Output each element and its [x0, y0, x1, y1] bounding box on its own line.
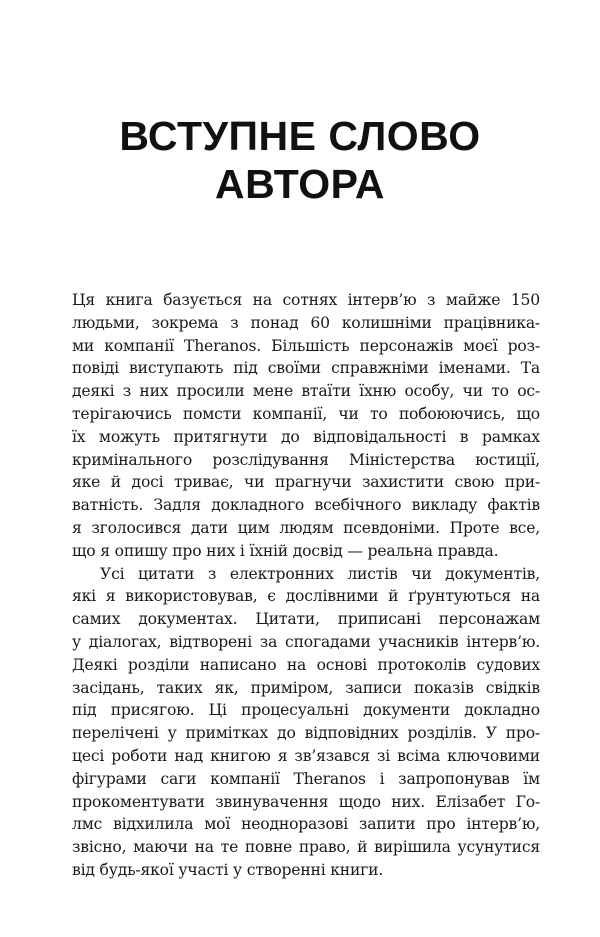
text-line: ми компанії Theranos. Більшість персонажів моєї роз- [72, 336, 540, 355]
paragraph [72, 289, 540, 563]
text-line: під присягою. Ці процесуальні документи докладно [72, 701, 540, 720]
text-line: засідань, таких як, приміром, записи показів свідків [72, 678, 540, 697]
text-line: терігаючись помсти компанії, чи то побоюючись, що [72, 404, 540, 423]
text-line: яке й досі триває, чи прагнучи захистити свою при- [72, 473, 540, 492]
text-line: звісно, маючи на те повне право, й вирішила усунутися [72, 838, 540, 857]
text-line: лмс відхилила мої неодноразові запити про інтерв’ю, [72, 815, 540, 834]
text-line: самих документах. Цитати, приписані персонажам [72, 610, 540, 629]
text-line: цесі роботи над книгою я зв’язався зі всіма ключовими [72, 746, 540, 765]
text-line: що я опишу про них і їхній досвід — реальна правда. [72, 541, 499, 560]
text-line: які я використовував, є дослівними й ґрунтуються на [72, 587, 540, 606]
text-line: фігурами саги компанії Theranos і запропонував їм [72, 769, 540, 788]
text-line: людьми, зокрема з понад 60 колишніми працівника- [72, 313, 540, 332]
text-line: їх можуть притягнути до відповідальності в рамках [72, 427, 540, 446]
text-line: Усі цитати з електронних листів чи документів, [100, 564, 540, 583]
text-line: ватність. Задля докладного всебічного викладу фактів [72, 496, 540, 515]
page-title [0, 112, 600, 208]
text-line: Деякі розділи написано на основі протоколів судових [72, 655, 540, 674]
text-line: Ця книга базується на сотнях інтерв’ю з майже 150 [72, 291, 540, 309]
text-line: прокоментувати звинувачення щодо них. Елізабет Го- [72, 792, 540, 811]
paragraph [72, 563, 540, 882]
text-line: від будь-якої участі у створенні книги. [72, 860, 384, 879]
title-line: АВТОРА [215, 161, 385, 207]
text-line: перелічені у примітках до відповідних розділів. У про- [72, 724, 540, 743]
text-line: деякі з них просили мене втаїти їхню особу, чи то ос- [72, 382, 540, 401]
text-line: кримінального розслідування Міністерства юстиції, [72, 450, 540, 469]
text-line: я зголосився дати цим людям псевдоніми. Проте все, [72, 518, 540, 537]
body-text [72, 289, 540, 882]
text-line: у діалогах, відтворені за спогадами учасників інтерв’ю. [72, 632, 540, 651]
text-line: повіді виступають під своїми справжніми іменами. Та [72, 359, 540, 378]
title-line: ВСТУПНЕ СЛОВО [119, 113, 481, 159]
